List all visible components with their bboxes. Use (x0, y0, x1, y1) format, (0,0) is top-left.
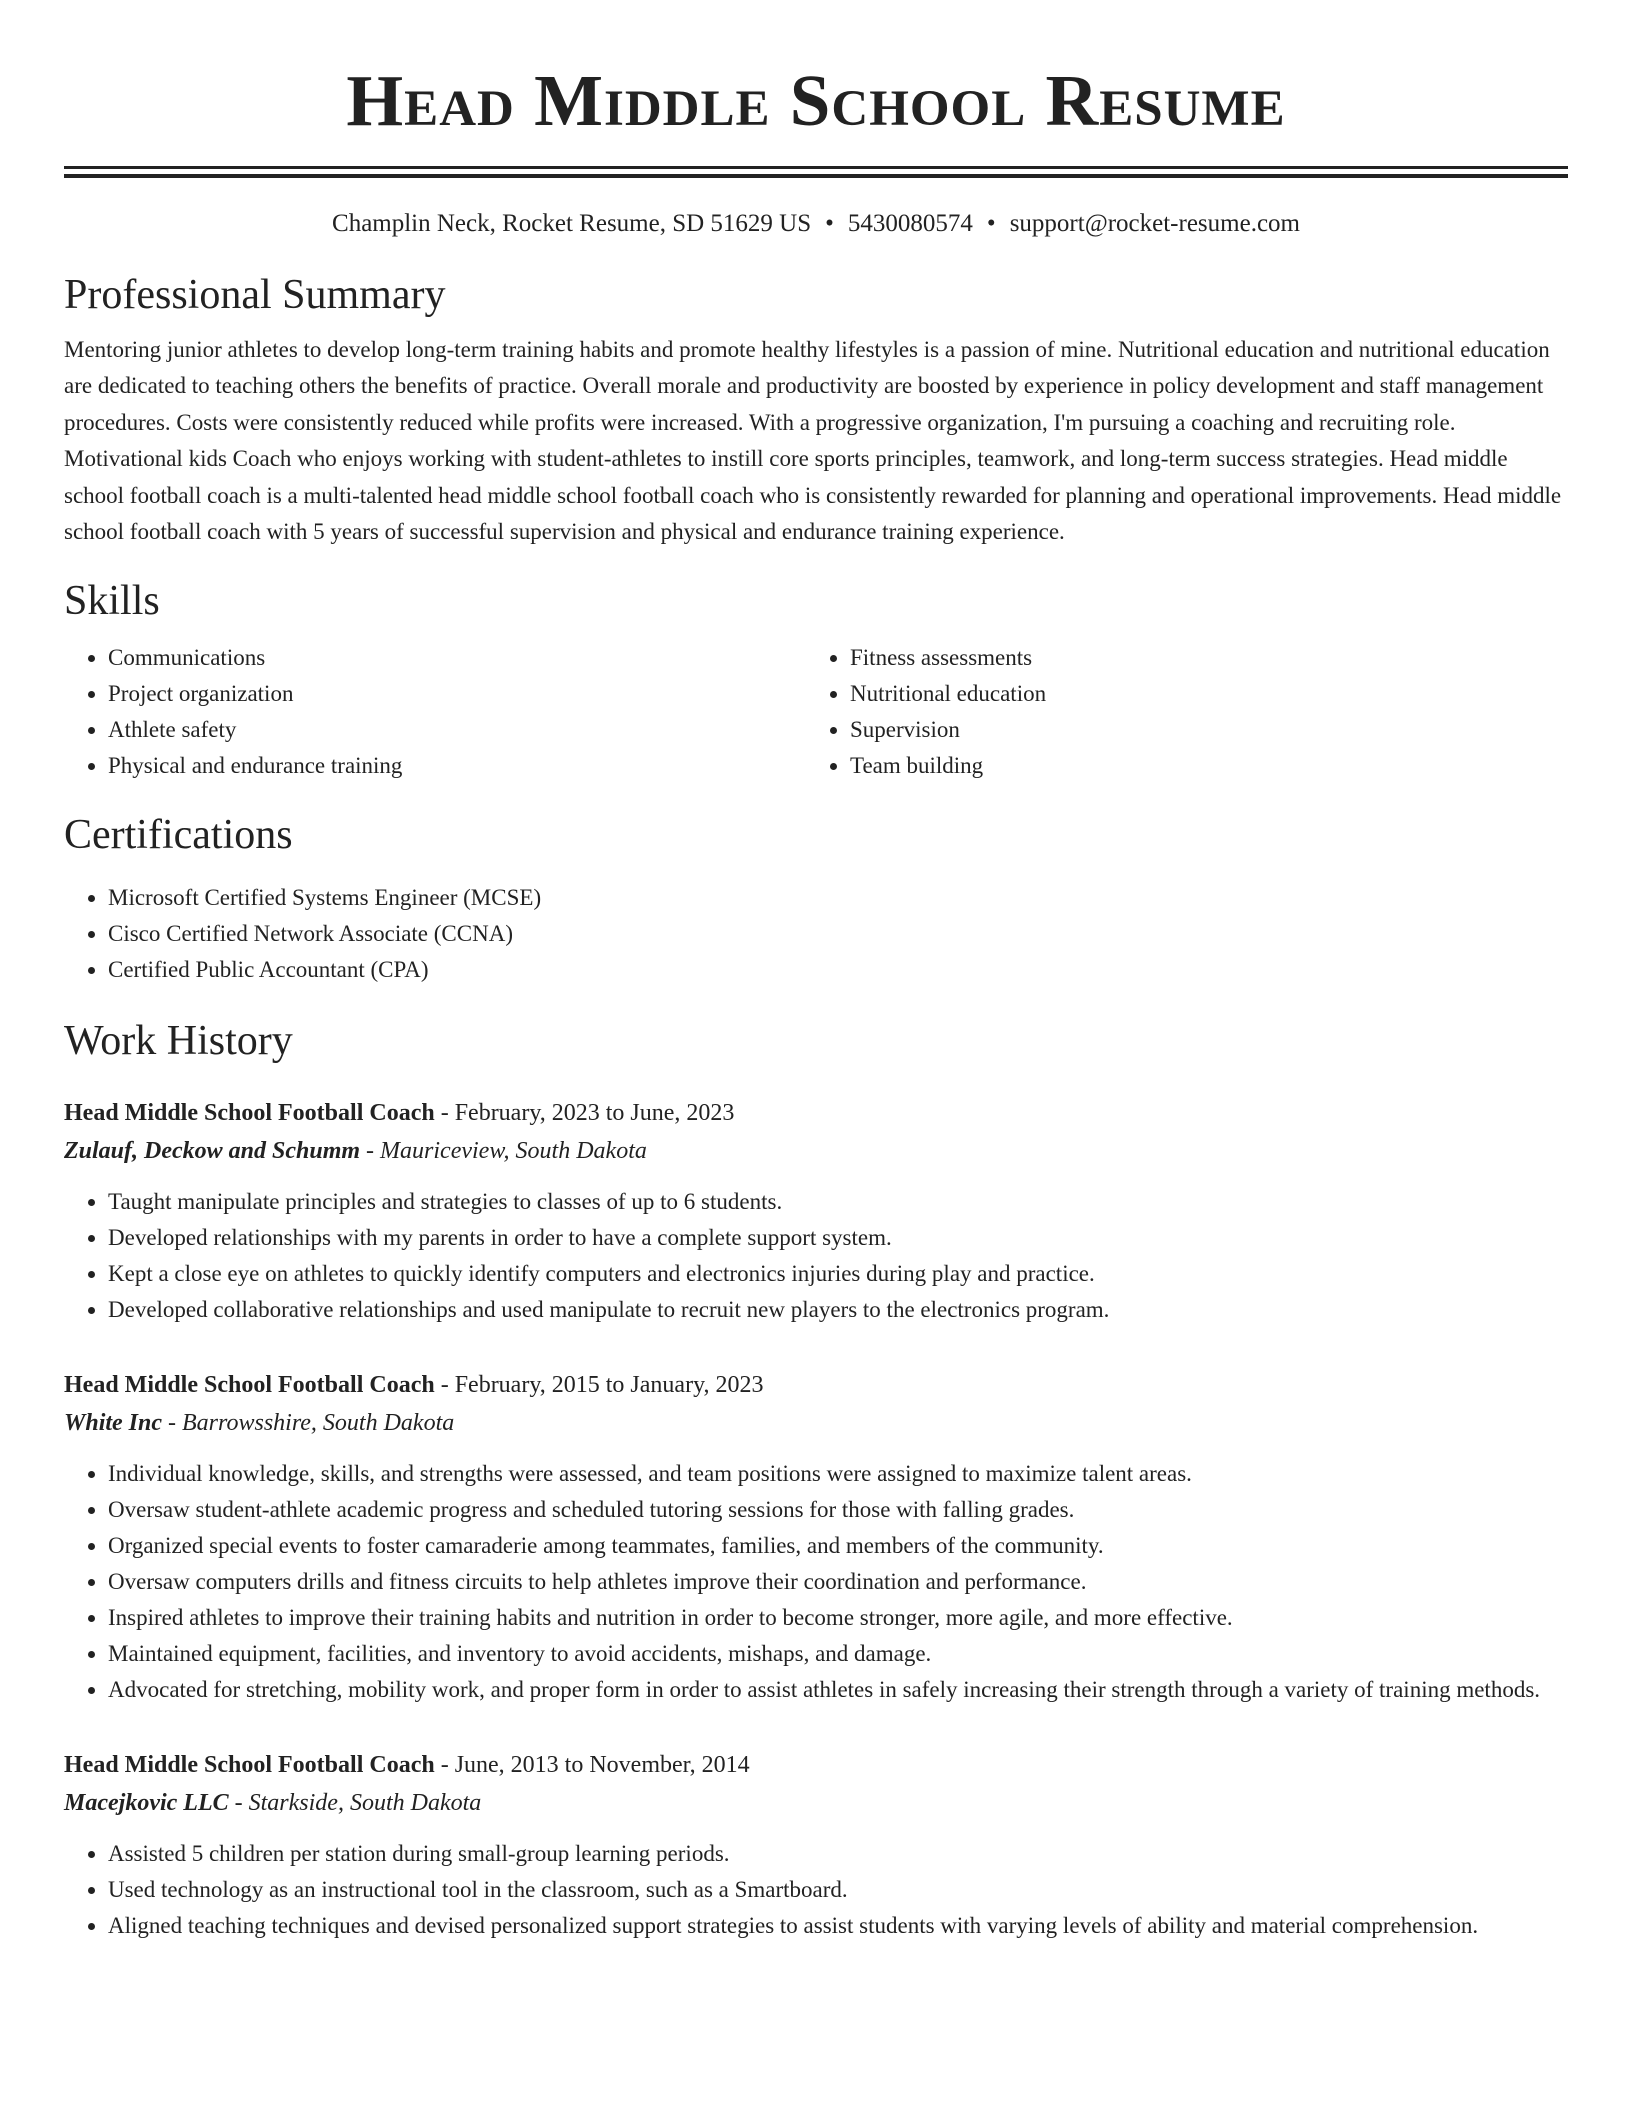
job-bullet: • Advocated for stretching, mobility work, and proper form in order to assist athletes in safely increasing their strength through a variety of training methods. (108, 1672, 1568, 1708)
job-dash: - (434, 1372, 455, 1399)
certifications-section (64, 810, 1568, 988)
contact-phone: 5430080574 (847, 210, 973, 237)
contact-address: Champlin Neck, Rocket Resume, SD 51629 US (332, 210, 812, 237)
job-entry (64, 1094, 1568, 1328)
job-bullet: • Assisted 5 children per station during small-group learning periods. (108, 1836, 1568, 1872)
job-title-line (64, 1366, 1568, 1404)
job-location: Barrowsshire, South Dakota (182, 1410, 455, 1437)
work-history-section (64, 1016, 1568, 1944)
job-bullet: • Kept a close eye on athletes to quickly identify computers and electronics injuries during play and practice. (108, 1256, 1568, 1292)
summary-text: Mentoring junior athletes to develop long-term training habits and promote healthy lifestyles is a passion of mine. Nutritional education and nutritional education are dedicated to teaching others the benefits of practice. Overall morale and productivity are boosted by experience in policy development and staff management procedures. Costs were consistently reduced while profits were increased. With a progressive organization, I'm pursuing a coaching and recruiting role. Motivational kids Coach who enjoys working with student-athletes to instill core sports principles, teamwork, and long-term success strategies. Head middle school football coach is a multi-talented head middle school football coach who is consistently rewarded for planning and operational improvements. Head middle school football coach with 5 years of successful supervision and physical and endurance training experience. (64, 337, 1562, 545)
job-bullet: • Oversaw computers drills and fitness circuits to help athletes improve their coordination and performance. (108, 1564, 1568, 1600)
job-location: Mauriceview, South Dakota (380, 1138, 647, 1165)
job-dates: June, 2013 to November, 2014 (454, 1752, 750, 1779)
job-title: Head Middle School Football Coach (64, 1752, 435, 1779)
job-title: Head Middle School Football Coach (64, 1100, 435, 1127)
skills-grid (64, 640, 1568, 784)
job-company: Macejkovic LLC (64, 1790, 229, 1817)
certification-item: • Cisco Certified Network Associate (CCNA) (108, 916, 1568, 952)
certification-item: • Microsoft Certified Systems Engineer (MCSE) (108, 880, 1568, 916)
title-rule-thin (64, 174, 1568, 178)
skill-item: • Supervision (850, 712, 1548, 748)
skills-column-left (64, 640, 806, 784)
job-title-line (64, 1746, 1568, 1784)
skills-section (64, 576, 1568, 784)
skills-heading: Skills (64, 578, 160, 625)
job-bullet: • Aligned teaching techniques and devised personalized support strategies to assist students with varying levels of ability and material comprehension. (108, 1908, 1568, 1944)
skills-list-right (806, 640, 1548, 784)
job-title-line (64, 1094, 1568, 1132)
skill-item: • Physical and endurance training (108, 748, 806, 784)
job-dates: February, 2023 to June, 2023 (454, 1100, 735, 1127)
contact-separator: • (986, 210, 996, 237)
job-company-line (64, 1132, 1568, 1170)
skill-item: • Communications (108, 640, 806, 676)
job-dates: February, 2015 to January, 2023 (454, 1372, 764, 1399)
certifications-list (64, 880, 1568, 988)
contact-email: support@rocket-resume.com (1009, 210, 1300, 237)
job-entry (64, 1366, 1568, 1708)
skill-item: • Team building (850, 748, 1548, 784)
contact-line (64, 208, 1568, 240)
job-bullet: • Inspired athletes to improve their training habits and nutrition in order to become stronger, more agile, and more effective. (108, 1600, 1568, 1636)
job-dash: - (434, 1100, 455, 1127)
skill-item: • Fitness assessments (850, 640, 1548, 676)
job-bullets (64, 1456, 1568, 1708)
resume-page (64, 0, 1568, 1944)
job-dash: - (162, 1410, 183, 1437)
skills-list-left (64, 640, 806, 784)
job-entry (64, 1746, 1568, 1944)
job-bullet: • Individual knowledge, skills, and strengths were assessed, and team positions were assigned to maximize talent areas. (108, 1456, 1568, 1492)
skill-item: • Athlete safety (108, 712, 806, 748)
job-dash: - (434, 1752, 455, 1779)
summary-section (64, 270, 1568, 550)
job-company: White Inc (64, 1410, 163, 1437)
certifications-heading: Certifications (64, 812, 293, 859)
resume-title: Head Middle School Resume (346, 60, 1286, 141)
job-dash: - (228, 1790, 249, 1817)
job-bullet: • Developed relationships with my parents in order to have a complete support system. (108, 1220, 1568, 1256)
skills-column-right (806, 640, 1548, 784)
job-company: Zulauf, Deckow and Schumm (64, 1138, 361, 1165)
job-bullet: • Taught manipulate principles and strategies to classes of up to 6 students. (108, 1184, 1568, 1220)
contact-separator: • (825, 210, 834, 237)
job-dash: - (360, 1138, 381, 1165)
job-bullets (64, 1184, 1568, 1328)
certification-item: • Certified Public Accountant (CPA) (108, 952, 1568, 988)
job-bullet: • Used technology as an instructional tool in the classroom, such as a Smartboard. (108, 1872, 1568, 1908)
skill-item: • Nutritional education (850, 676, 1548, 712)
skill-item: • Project organization (108, 676, 806, 712)
job-location: Starkside, South Dakota (248, 1790, 482, 1817)
job-company-line (64, 1404, 1568, 1442)
job-title: Head Middle School Football Coach (64, 1372, 435, 1399)
job-bullet: • Maintained equipment, facilities, and inventory to avoid accidents, mishaps, and damage. (108, 1636, 1568, 1672)
job-bullets (64, 1836, 1568, 1944)
job-bullet: • Organized special events to foster camaraderie among teammates, families, and members of the community. (108, 1528, 1568, 1564)
work-history-heading: Work History (64, 1018, 293, 1065)
summary-heading: Professional Summary (64, 272, 446, 318)
job-bullet: • Developed collaborative relationships and used manipulate to recruit new players to the electronics program. (108, 1292, 1568, 1328)
job-company-line (64, 1784, 1568, 1822)
job-bullet: • Oversaw student-athlete academic progress and scheduled tutoring sessions for those with falling grades. (108, 1492, 1568, 1528)
